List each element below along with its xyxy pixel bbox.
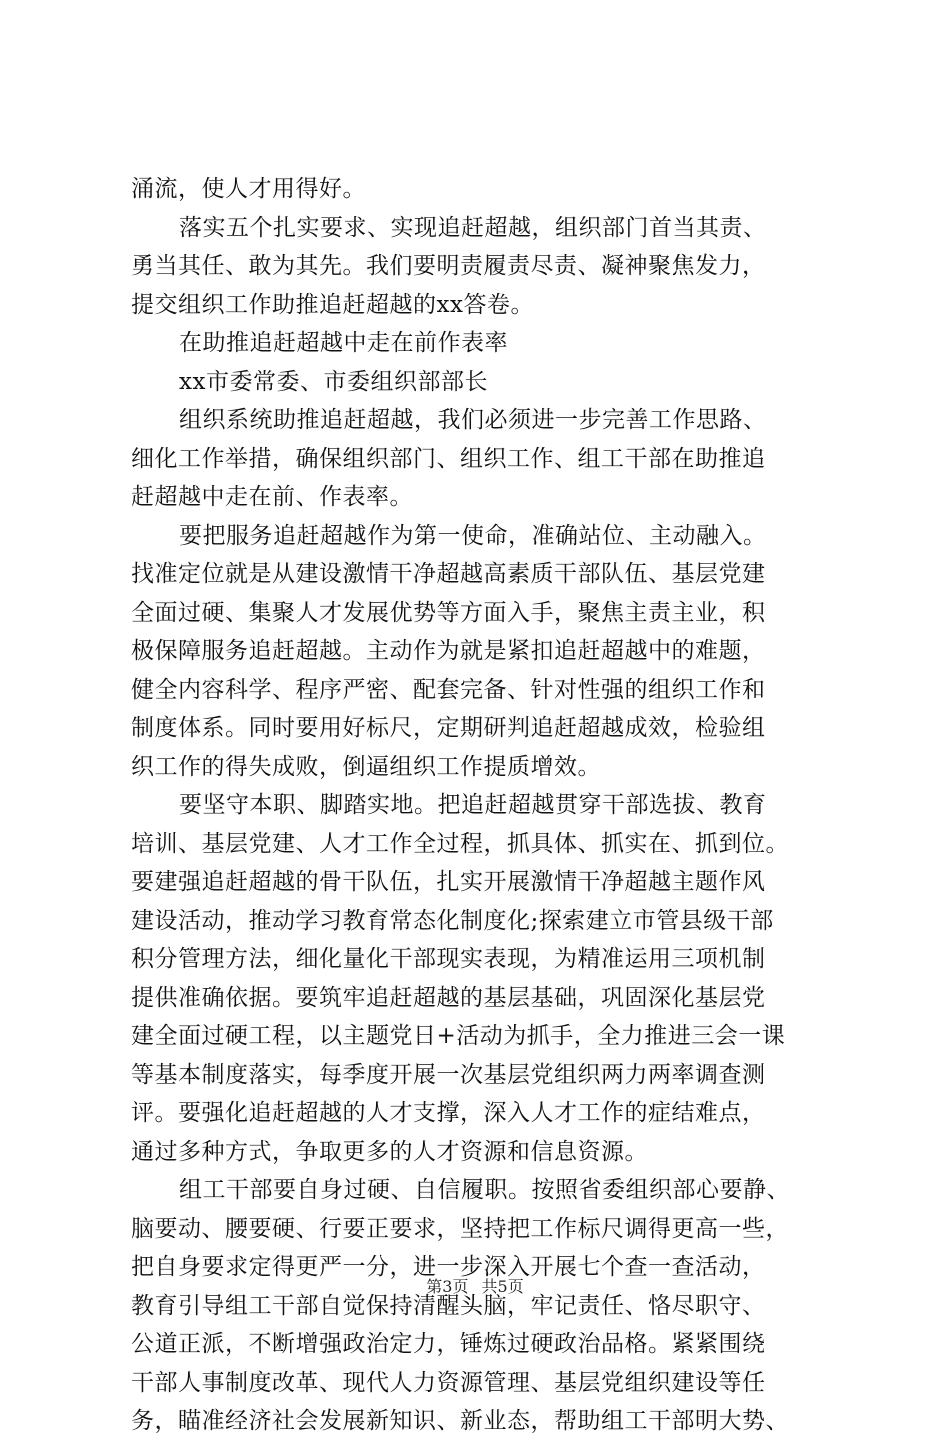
body-text xyxy=(131,170,831,1441)
text-line: 建全面过硬工程，以主题党日+活动为抓手，全力推进三会一课 xyxy=(131,1023,786,1049)
text-line: 务，瞄准经济社会发展新知识、新业态，帮助组工干部明大势、 xyxy=(131,1408,789,1434)
page-total: 共5页 xyxy=(481,1277,524,1296)
page-number: 第3页 xyxy=(426,1277,469,1296)
text-line: 制度体系。同时要用好标尺，定期研判追赶超越成效，检验组 xyxy=(131,715,766,741)
text-line: 勇当其任、敢为其先。我们要明责履责尽责、凝神聚焦发力， xyxy=(131,253,766,279)
text-line: 健全内容科学、程序严密、配套完备、针对性强的组织工作和 xyxy=(131,676,766,703)
text-line: 公道正派，不断增强政治定力，锤炼过硬政治品格。紧紧围绕 xyxy=(131,1331,766,1357)
text-line: 评。要强化追赶超越的人才支撑，深入人才工作的症结难点， xyxy=(131,1100,766,1126)
text-line: 积分管理方法，细化量化干部现实表现，为精准运用三项机制 xyxy=(131,946,766,972)
text-line: 组织系统助推追赶超越，我们必须进一步完善工作思路、 xyxy=(179,407,767,433)
section-title: 在助推追赶超越中走在前作表率 xyxy=(179,330,508,356)
text-line: 赶超越中走在前、作表率。 xyxy=(131,484,413,510)
author-line: xx市委常委、市委组织部部长 xyxy=(179,368,488,395)
text-line: 要把服务追赶超越作为第一使命，准确站位、主动融入。 xyxy=(179,522,767,549)
text-line: 落实五个扎实要求、实现追赶超越，组织部门首当其责、 xyxy=(179,214,767,241)
text-line: 把自身要求定得更严一分，进一步深入开展七个查一查活动， xyxy=(131,1254,766,1280)
text-line: 教育引导组工干部自觉保持清醒头脑，牢记责任、恪尽职守、 xyxy=(131,1292,766,1319)
text-line: 细化工作举措，确保组织部门、组织工作、组工干部在助推追 xyxy=(131,445,766,472)
text-line: 组工干部要自身过硬、自信履职。按照省委组织部心要静、 xyxy=(179,1177,790,1203)
text-line: 找准定位就是从建设激情干净超越高素质干部队伍、基层党建 xyxy=(131,561,766,587)
text-line: 全面过硬、集聚人才发展优势等方面入手，聚焦主责主业，积 xyxy=(131,599,766,626)
text-line: 涌流，使人才用得好。 xyxy=(131,176,366,202)
page-footer xyxy=(0,1276,950,1298)
text-line: 通过多种方式，争取更多的人才资源和信息资源。 xyxy=(131,1138,648,1165)
text-line: 建设活动，推动学习教育常态化制度化;探索建立市管县级干部 xyxy=(131,907,774,934)
text-line: 等基本制度落实，每季度开展一次基层党组织两力两率调查测 xyxy=(131,1061,766,1088)
text-line: 要坚守本职、脚踏实地。把追赶超越贯穿干部选拔、教育 xyxy=(179,792,767,818)
text-line: 干部人事制度改革、现代人力资源管理、基层党组织建设等任 xyxy=(131,1369,766,1396)
text-line: 提交组织工作助推追赶超越的xx答卷。 xyxy=(131,291,534,318)
text-line: 极保障服务追赶超越。主动作为就是紧扣追赶超越中的难题， xyxy=(131,638,766,664)
text-line: 提供准确依据。要筑牢追赶超越的基层基础，巩固深化基层党 xyxy=(131,984,766,1011)
text-line: 培训、基层党建、人才工作全过程，抓具体、抓实在、抓到位。 xyxy=(131,830,789,857)
text-line: 织工作的得失成败，倒逼组织工作提质增效。 xyxy=(131,753,601,780)
text-line: 要建强追赶超越的骨干队伍，扎实开展激情干净超越主题作风 xyxy=(131,869,766,895)
text-line: 脑要动、腰要硬、行要正要求，坚持把工作标尺调得更高一些， xyxy=(131,1215,789,1242)
